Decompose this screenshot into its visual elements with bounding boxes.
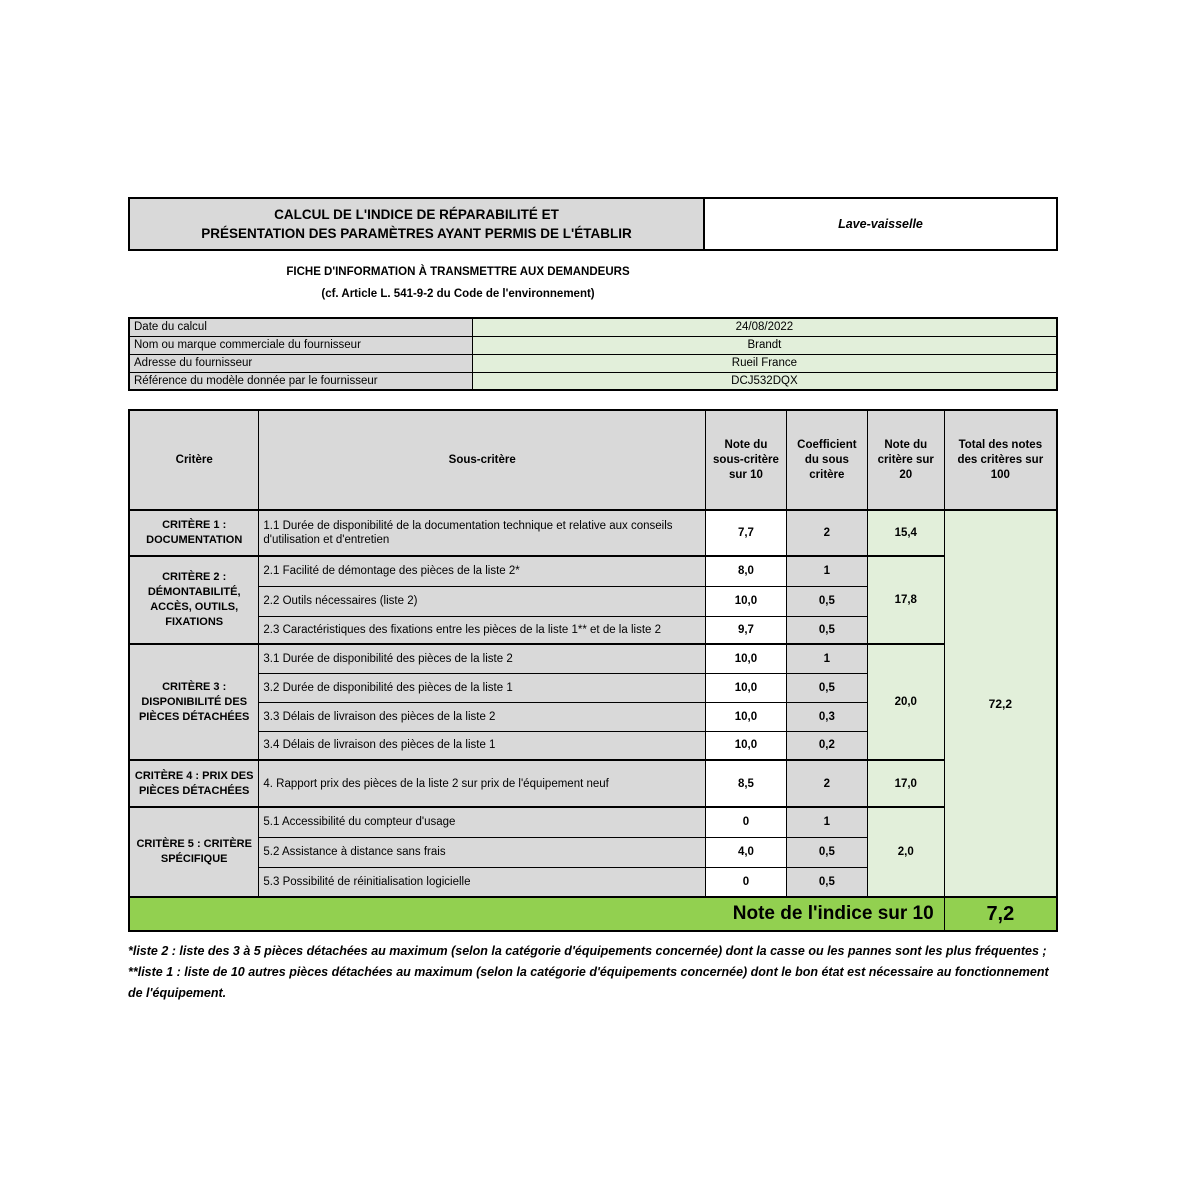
coefficient-cell: 0,3 xyxy=(786,702,867,731)
info-label: Adresse du fournisseur xyxy=(129,354,472,372)
total-sur-100-cell: 72,2 xyxy=(944,510,1057,897)
coefficient-cell: 0,5 xyxy=(786,673,867,702)
note20-cell: 17,8 xyxy=(867,556,944,644)
sub-criterion-cell: 2.2 Outils nécessaires (liste 2) xyxy=(259,586,706,616)
note10-cell: 4,0 xyxy=(706,837,787,867)
footnote-liste1: **liste 1 : liste de 10 autres pièces détachées au maximum (selon la catégorie d'équipements concernée) dont le bon état est nécessaire au fonctionnement de l'équipement. xyxy=(128,965,1049,1000)
note20-cell: 15,4 xyxy=(867,510,944,556)
document-subtitle xyxy=(128,264,788,302)
final-index-row xyxy=(129,897,1057,931)
table-row xyxy=(129,510,1057,556)
col-header-total-sur-100: Total des notes des critères sur 100 xyxy=(944,410,1057,510)
supplier-info-table xyxy=(128,317,1058,391)
coefficient-cell: 0,2 xyxy=(786,731,867,760)
info-value: DCJ532DQX xyxy=(472,372,1057,390)
coefficient-cell: 2 xyxy=(786,510,867,556)
criterion-cell: CRITÈRE 1 : DOCUMENTATION xyxy=(129,510,259,556)
table-row xyxy=(129,556,1057,586)
info-row-model-ref xyxy=(129,372,1057,390)
document-title-line1: CALCUL DE L'INDICE DE RÉPARABILITÉ ET xyxy=(274,207,559,222)
info-value: Brandt xyxy=(472,336,1057,354)
table-row xyxy=(129,807,1057,837)
note20-cell: 17,0 xyxy=(867,760,944,807)
criterion-cell: CRITÈRE 5 : CRITÈRE SPÉCIFIQUE xyxy=(129,807,259,897)
coefficient-cell: 0,5 xyxy=(786,837,867,867)
subtitle-line2: (cf. Article L. 541-9-2 du Code de l'environnement) xyxy=(321,288,595,300)
note10-cell: 7,7 xyxy=(706,510,787,556)
sub-criterion-cell: 3.1 Durée de disponibilité des pièces de la liste 2 xyxy=(259,644,706,673)
info-row-brand xyxy=(129,336,1057,354)
product-type-label: Lave-vaisselle xyxy=(838,217,923,231)
document-title xyxy=(128,197,705,251)
note10-cell: 10,0 xyxy=(706,644,787,673)
note20-cell: 20,0 xyxy=(867,644,944,760)
footnote-liste2: *liste 2 : liste des 3 à 5 pièces détachées au maximum (selon la catégorie d'équipements concernée) dont la casse ou les pannes sont les plus fréquentes ; xyxy=(128,944,1047,958)
subtitle-line1: FICHE D'INFORMATION À TRANSMETTRE AUX DEMANDEURS xyxy=(286,266,630,278)
product-type-box xyxy=(705,197,1058,251)
sub-criterion-cell: 3.4 Délais de livraison des pièces de la liste 1 xyxy=(259,731,706,760)
note10-cell: 10,0 xyxy=(706,586,787,616)
info-value: 24/08/2022 xyxy=(472,318,1057,336)
sub-criterion-cell: 1.1 Durée de disponibilité de la documentation technique et relative aux conseils d'utilisation et d'entretien xyxy=(259,510,706,556)
info-value: Rueil France xyxy=(472,354,1057,372)
criterion-cell: CRITÈRE 4 : PRIX DES PIÈCES DÉTACHÉES xyxy=(129,760,259,807)
info-label: Date du calcul xyxy=(129,318,472,336)
sub-criterion-cell: 2.3 Caractéristiques des fixations entre les pièces de la liste 1** et de la liste 2 xyxy=(259,616,706,644)
sub-criterion-cell: 3.2 Durée de disponibilité des pièces de la liste 1 xyxy=(259,673,706,702)
sub-criterion-cell: 2.1 Facilité de démontage des pièces de la liste 2* xyxy=(259,556,706,586)
note10-cell: 8,5 xyxy=(706,760,787,807)
col-header-note-sur-10: Note du sous-critère sur 10 xyxy=(706,410,787,510)
sub-criterion-cell: 5.2 Assistance à distance sans frais xyxy=(259,837,706,867)
info-label: Référence du modèle donnée par le fournisseur xyxy=(129,372,472,390)
score-table-header-row xyxy=(129,410,1057,510)
final-index-label: Note de l'indice sur 10 xyxy=(129,897,944,931)
sub-criterion-cell: 3.3 Délais de livraison des pièces de la liste 2 xyxy=(259,702,706,731)
info-row-date xyxy=(129,318,1057,336)
score-table xyxy=(128,409,1058,932)
title-banner xyxy=(128,197,1058,251)
col-header-coefficient: Coefficient du sous critère xyxy=(786,410,867,510)
footnotes xyxy=(128,941,1058,1004)
note10-cell: 9,7 xyxy=(706,616,787,644)
coefficient-cell: 0,5 xyxy=(786,586,867,616)
note10-cell: 10,0 xyxy=(706,702,787,731)
note10-cell: 10,0 xyxy=(706,673,787,702)
coefficient-cell: 2 xyxy=(786,760,867,807)
table-row xyxy=(129,760,1057,807)
note10-cell: 0 xyxy=(706,867,787,897)
sub-criterion-cell: 5.1 Accessibilité du compteur d'usage xyxy=(259,807,706,837)
criterion-cell: CRITÈRE 3 : DISPONIBILITÉ DES PIÈCES DÉTACHÉES xyxy=(129,644,259,760)
note10-cell: 8,0 xyxy=(706,556,787,586)
table-row xyxy=(129,644,1057,673)
criterion-cell: CRITÈRE 2 : DÉMONTABILITÉ, ACCÈS, OUTILS, FIXATIONS xyxy=(129,556,259,644)
info-label: Nom ou marque commerciale du fournisseur xyxy=(129,336,472,354)
document-title-line2: PRÉSENTATION DES PARAMÈTRES AYANT PERMIS DE L'ÉTABLIR xyxy=(201,226,632,241)
col-header-sous-critere: Sous-critère xyxy=(259,410,706,510)
coefficient-cell: 0,5 xyxy=(786,867,867,897)
col-header-critere: Critère xyxy=(129,410,259,510)
document-page xyxy=(128,197,1058,1004)
note10-cell: 0 xyxy=(706,807,787,837)
sub-criterion-cell: 4. Rapport prix des pièces de la liste 2 sur prix de l'équipement neuf xyxy=(259,760,706,807)
sub-criterion-cell: 5.3 Possibilité de réinitialisation logicielle xyxy=(259,867,706,897)
coefficient-cell: 0,5 xyxy=(786,616,867,644)
info-row-address xyxy=(129,354,1057,372)
col-header-note-sur-20: Note du critère sur 20 xyxy=(867,410,944,510)
coefficient-cell: 1 xyxy=(786,644,867,673)
note10-cell: 10,0 xyxy=(706,731,787,760)
final-index-value: 7,2 xyxy=(944,897,1057,931)
coefficient-cell: 1 xyxy=(786,556,867,586)
coefficient-cell: 1 xyxy=(786,807,867,837)
note20-cell: 2,0 xyxy=(867,807,944,897)
